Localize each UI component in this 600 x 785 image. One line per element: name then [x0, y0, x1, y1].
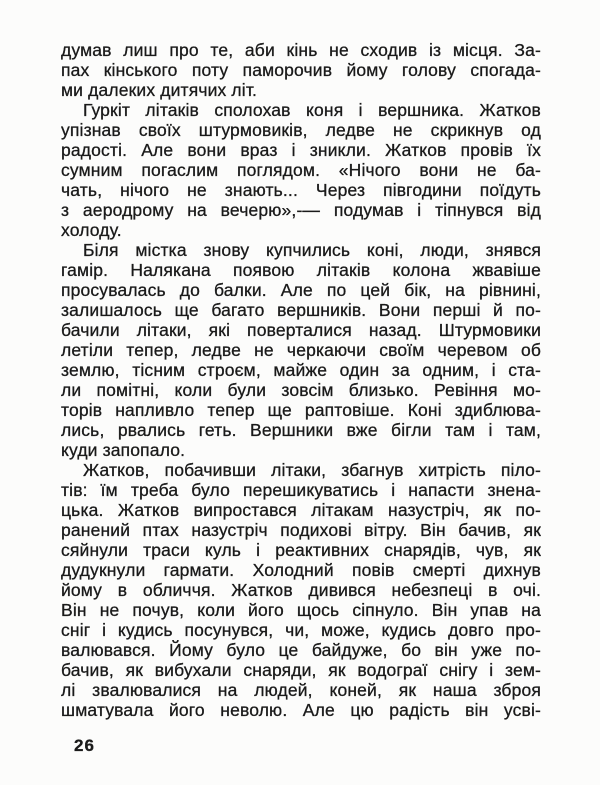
text-line: холоду.: [61, 220, 122, 240]
text-line: сяйнули траси куль і реактивних снарядів, чув, як: [61, 540, 541, 560]
text-line: бачив, як вибухали снаряди, як водограї снігу і зем-: [61, 660, 541, 680]
page-footer: [74, 736, 95, 756]
text-line: Він не почув, коли його щось сіпнуло. Він упав на: [61, 600, 541, 620]
text-line: сніг і кудись посунувся, чи, може, кудись довго про-: [61, 620, 541, 640]
text-line: шматувала його неволю. Але цю радість він усві-: [61, 700, 541, 720]
text-line: гамір. Налякана появою літаків колона жвавіше: [61, 260, 541, 280]
text-line: валювався. Йому було це байдуже, бо він уже по-: [61, 640, 541, 660]
text-line: з аеродрому на вечерю»,-— подумав і тіпнувся від: [61, 200, 541, 220]
text-line: радості. Але вони враз і зникли. Жатков провів їх: [61, 140, 541, 160]
text-line: просувалась до балки. Але по цей бік, на рівнині,: [61, 280, 541, 300]
text-line: бачили літаки, які поверталися назад. Штурмовики: [61, 320, 541, 340]
paragraph: [61, 100, 541, 240]
paragraph: [61, 240, 541, 460]
text-line: ли помітні, коли були зовсім близько. Ревіння мо-: [61, 380, 541, 400]
text-line: летіли тепер, ледве не черкаючи своїм черевом об: [61, 340, 541, 360]
text-line: сумним погаслим поглядом. «Нічого вони не ба-: [61, 160, 541, 180]
text-line: Біля містка знову купчились коні, люди, знявся: [83, 240, 541, 260]
text-line: чать, нічого не знають... Через півгодини поїдуть: [61, 180, 541, 200]
text-line: цька. Жатков випростався літакам назустріч, як по-: [61, 500, 541, 520]
text-line: лі звалювалися на людей, коней, як наша зброя: [61, 680, 541, 700]
text-line: землю, тісним строєм, майже один за одним, і ста-: [61, 360, 541, 380]
text-line: дудукнули гармати. Холодний повів смерті дихнув: [61, 560, 541, 580]
text-line: ми далеких дитячих літ.: [61, 80, 258, 100]
text-line: тів: їм треба було перешикуватись і напасти знена-: [61, 480, 541, 500]
text-line: Гуркіт літаків сполохав коня і вершника. Жатков: [83, 100, 541, 120]
text-line: залишалось ще багато вершників. Вони перші й по-: [61, 300, 541, 320]
text-line: думав лиш про те, аби кінь не сходив із місця. За-: [61, 40, 541, 60]
text-line: йому в обличчя. Жатков дивився небезпеці в очі.: [61, 580, 541, 600]
text-line: куди запопало.: [61, 440, 186, 460]
text-line: упізнав своїх штурмовиків, ледве не скрикнув од: [61, 120, 541, 140]
text-line: ранений птах назустріч подихові вітру. Він бачив, як: [61, 520, 541, 540]
paragraph: [61, 40, 541, 100]
text-line: Жатков, побачивши літаки, збагнув хитрість піло-: [83, 460, 541, 480]
text-line: торів напливло тепер ще раптовіше. Коні здиблюва-: [61, 400, 541, 420]
text-line: лись, рвались геть. Вершники вже бігли там і там,: [61, 420, 541, 440]
paragraph: [61, 460, 541, 720]
page-text: [61, 40, 541, 720]
text-line: пах кінського поту паморочив йому голову спогада-: [61, 60, 541, 80]
page-number: 26: [74, 736, 95, 755]
